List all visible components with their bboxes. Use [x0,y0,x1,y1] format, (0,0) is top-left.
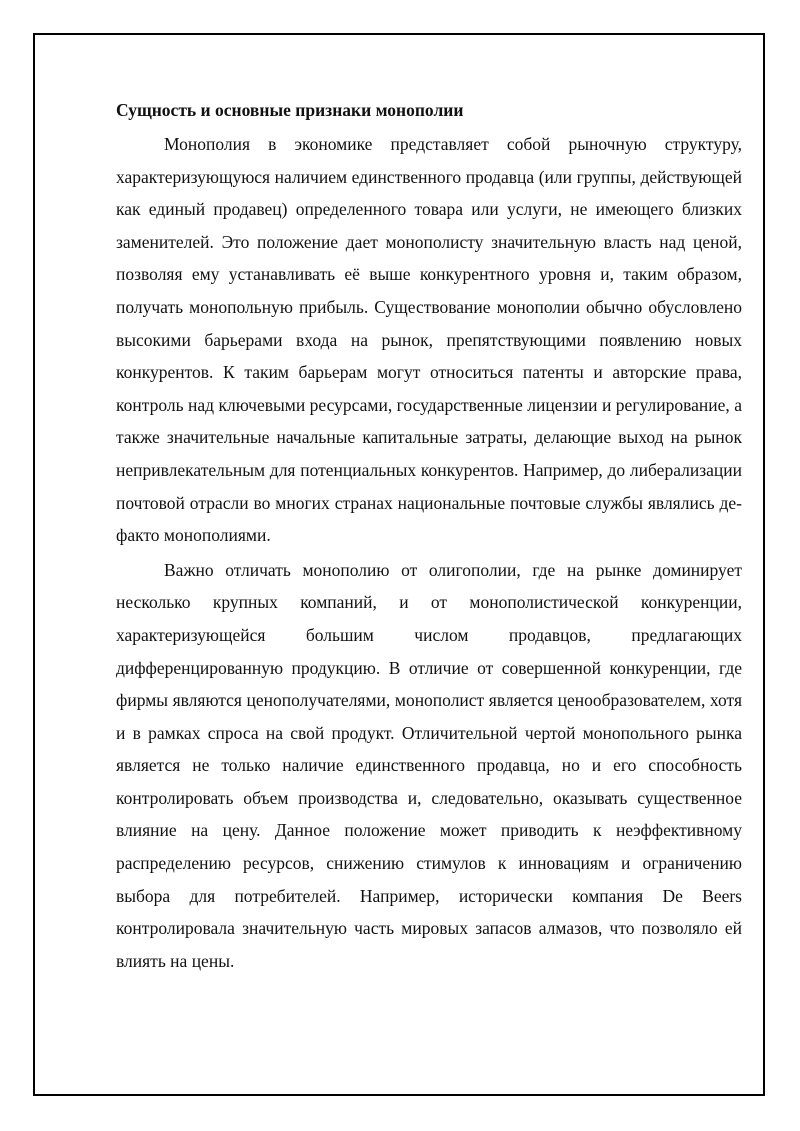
document-heading: Сущность и основные признаки монополии [116,100,464,120]
paragraph-1: Монополия в экономике представляет собой рыночную структуру, характеризующуюся наличием единственного продавца (или группы, действующей как единый продавец) определенного товара или услуги, не имеющего близких заменителей. Это положение дает монополисту значительную власть над ценой, позволяя ему устанавливать её выше конкурентного уровня и, таким образом, получать монопольную прибыль. Существование монополии обычно обусловлено высокими барьерами входа на рынок, препятствующими появлению новых конкурентов. К таким барьерам могут относиться патенты и авторские права, контроль над ключевыми ресурсами, государственные лицензии и регулирование, а также значительные начальные капитальные затраты, делающие выход на рынок непривлекательным для потенциальных конкурентов. Например, до либерализации почтовой отрасли во многих странах национальные почтовые службы являлись де-факто монополиями. [116,134,742,546]
document-body [116,98,742,979]
paragraph-2: Важно отличать монополию от олигополии, где на рынке доминирует несколько крупных компаний, и от монополистической конкуренции, характеризующейся большим числом продавцов, предлагающих дифференцированную продукцию. В отличие от совершенной конкуренции, где фирмы являются ценополучателями, монополист является ценообразователем, хотя и в рамках спроса на свой продукт. Отличительной чертой монопольного рынка является не только наличие единственного продавца, но и его способность контролировать объем производства и, следовательно, оказывать существенное влияние на цену. Данное положение может приводить к неэффективному распределению ресурсов, снижению стимулов к инновациям и ограничению выбора для потребителей. Например, исторически компания De Beers контролировала значительную часть мировых запасов алмазов, что позволяло ей влиять на цены. [116,559,742,971]
